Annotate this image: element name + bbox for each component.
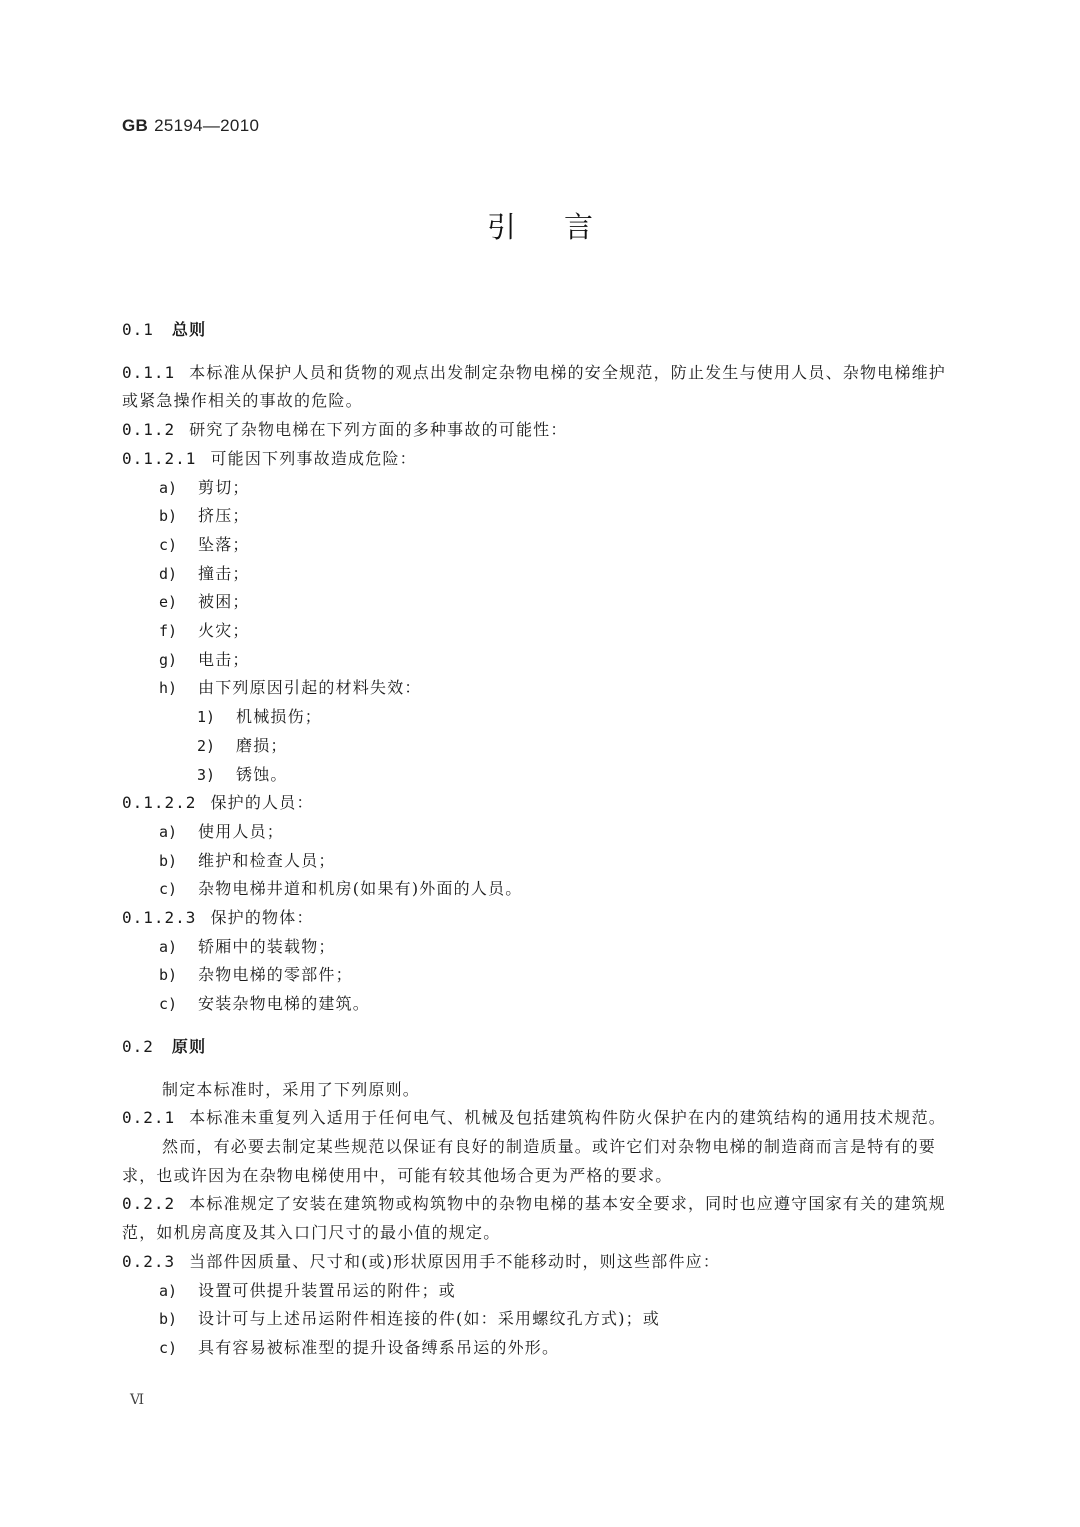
clause-paragraph bbox=[122, 1104, 962, 1133]
clause-number: 0.1.2 bbox=[122, 420, 176, 440]
clause-paragraph bbox=[122, 416, 962, 445]
list-item-text: 使用人员； bbox=[198, 821, 285, 841]
list-item-text: 设计可与上述吊运附件相连接的件(如：采用螺纹孔方式)；或 bbox=[198, 1309, 661, 1329]
clause-paragraph bbox=[122, 789, 962, 818]
list-item bbox=[122, 646, 962, 675]
list-item-text: 杂物电梯井道和机房(如果有)外面的人员。 bbox=[198, 879, 523, 899]
list-marker: c) bbox=[159, 1338, 178, 1357]
list-item-text: 轿厢中的装载物； bbox=[198, 936, 336, 956]
clause-paragraph bbox=[122, 445, 962, 474]
title-char-1: 引 bbox=[487, 210, 517, 244]
page-number: Ⅵ bbox=[130, 1392, 145, 1408]
list-marker: a) bbox=[159, 1281, 178, 1300]
list-marker: e) bbox=[159, 593, 178, 612]
clause-text: 保护的人员： bbox=[210, 793, 314, 813]
clause-text: 保护的物体： bbox=[210, 908, 314, 928]
list-marker: d) bbox=[159, 564, 178, 583]
list-marker: f) bbox=[159, 622, 178, 641]
list-item-text: 机械损伤； bbox=[236, 707, 323, 727]
list-item-text: 具有容易被标准型的提升设备缚系吊运的外形。 bbox=[198, 1337, 560, 1357]
list-item bbox=[122, 1305, 962, 1334]
sub-list-item bbox=[122, 732, 962, 761]
list-item-text: 挤压； bbox=[198, 506, 250, 526]
clause-number: 0.1.2.3 bbox=[122, 908, 197, 928]
body-paragraph: 然而，有必要去制定某些规范以保证有良好的制造质量。或许它们对杂物电梯的制造商而言是特有的要求，也或许因为在杂物电梯使用中，可能有较其他场合更为严格的要求。 bbox=[122, 1136, 937, 1185]
clause-paragraph bbox=[122, 904, 962, 933]
list-marker: b) bbox=[159, 1310, 178, 1329]
clause-text: 当部件因质量、尺寸和(或)形状原因用手不能移动时，则这些部件应： bbox=[189, 1251, 721, 1271]
list-marker: c) bbox=[159, 995, 178, 1014]
list-item-text: 火灾； bbox=[198, 621, 250, 641]
list-item-text: 磨损； bbox=[236, 735, 288, 755]
clause-text: 研究了杂物电梯在下列方面的多种事故的可能性： bbox=[189, 420, 568, 440]
list-item bbox=[122, 933, 962, 962]
clause-paragraph bbox=[122, 1248, 962, 1277]
list-item-text: 电击； bbox=[198, 649, 250, 669]
list-marker: h) bbox=[159, 679, 178, 698]
list-item bbox=[122, 674, 962, 703]
list-item-text: 设置可供提升装置吊运的附件；或 bbox=[198, 1280, 457, 1300]
list-item-text: 被困； bbox=[198, 592, 250, 612]
title-char-2: 言 bbox=[564, 210, 594, 244]
list-item-text: 坠落； bbox=[198, 534, 250, 554]
list-item bbox=[122, 875, 962, 904]
list-marker: 2) bbox=[197, 736, 216, 755]
section-heading bbox=[122, 1033, 962, 1062]
list-item bbox=[122, 560, 962, 589]
clause-text: 本标准未重复列入适用于任何电气、机械及包括建筑构件防火保护在内的建筑结构的通用技术规范。 bbox=[189, 1108, 946, 1128]
clause-number: 0.1.1 bbox=[122, 362, 176, 382]
list-marker: c) bbox=[159, 880, 178, 899]
list-item bbox=[122, 531, 962, 560]
list-item-text: 锈蚀。 bbox=[236, 764, 288, 784]
list-item-text: 维护和检查人员； bbox=[198, 850, 336, 870]
sub-list-item bbox=[122, 761, 962, 790]
list-item bbox=[122, 818, 962, 847]
list-item-text: 杂物电梯的零部件； bbox=[198, 965, 353, 985]
list-item bbox=[122, 961, 962, 990]
clause-number: 0.2.2 bbox=[122, 1194, 176, 1214]
intro-paragraph: 制定本标准时，采用了下列原则。 bbox=[162, 1079, 421, 1099]
clause-text: 可能因下列事故造成危险： bbox=[210, 448, 417, 468]
clause-paragraph bbox=[122, 359, 962, 416]
standard-code: 25194—2010 bbox=[154, 116, 260, 135]
list-item bbox=[122, 588, 962, 617]
list-marker: b) bbox=[159, 507, 178, 526]
list-item-text: 撞击； bbox=[198, 563, 250, 583]
list-item bbox=[122, 990, 962, 1019]
list-item bbox=[122, 474, 962, 503]
list-marker: b) bbox=[159, 966, 178, 985]
section-number: 0.2 bbox=[122, 1036, 154, 1056]
section-title: 总则 bbox=[171, 320, 207, 339]
list-marker: 3) bbox=[197, 765, 216, 784]
list-item bbox=[122, 502, 962, 531]
clause-text: 本标准从保护人员和货物的观点出发制定杂物电梯的安全规范，防止发生与使用人员、杂物电梯维护或紧急操作相关的事故的危险。 bbox=[122, 362, 946, 411]
list-marker: c) bbox=[159, 535, 178, 554]
list-item-text: 由下列原因引起的材料失效： bbox=[198, 678, 422, 698]
document-body bbox=[122, 316, 962, 1363]
list-item-text: 安装杂物电梯的建筑。 bbox=[198, 994, 371, 1014]
list-marker: g) bbox=[159, 650, 178, 669]
standard-prefix: GB bbox=[122, 116, 149, 135]
list-item-text: 剪切； bbox=[198, 477, 250, 497]
clause-number: 0.2.3 bbox=[122, 1251, 176, 1271]
clause-number: 0.2.1 bbox=[122, 1108, 176, 1128]
list-item bbox=[122, 847, 962, 876]
list-marker: a) bbox=[159, 822, 178, 841]
clause-number: 0.1.2.2 bbox=[122, 793, 197, 813]
list-item bbox=[122, 1277, 962, 1306]
list-marker: a) bbox=[159, 478, 178, 497]
section-title: 原则 bbox=[171, 1036, 207, 1056]
section-heading bbox=[122, 316, 962, 345]
list-item bbox=[122, 617, 962, 646]
clause-number: 0.1.2.1 bbox=[122, 448, 197, 468]
list-marker: 1) bbox=[197, 708, 216, 727]
list-item bbox=[122, 1334, 962, 1363]
list-marker: a) bbox=[159, 937, 178, 956]
clause-paragraph bbox=[122, 1190, 962, 1247]
clause-text: 本标准规定了安装在建筑物或构筑物中的杂物电梯的基本安全要求，同时也应遵守国家有关的建筑规范，如机房高度及其入口门尺寸的最小值的规定。 bbox=[122, 1194, 946, 1243]
page-title bbox=[0, 205, 1080, 246]
section-number: 0.1 bbox=[122, 320, 154, 339]
sub-list-item bbox=[122, 703, 962, 732]
standard-number-header bbox=[122, 116, 259, 136]
list-marker: b) bbox=[159, 851, 178, 870]
